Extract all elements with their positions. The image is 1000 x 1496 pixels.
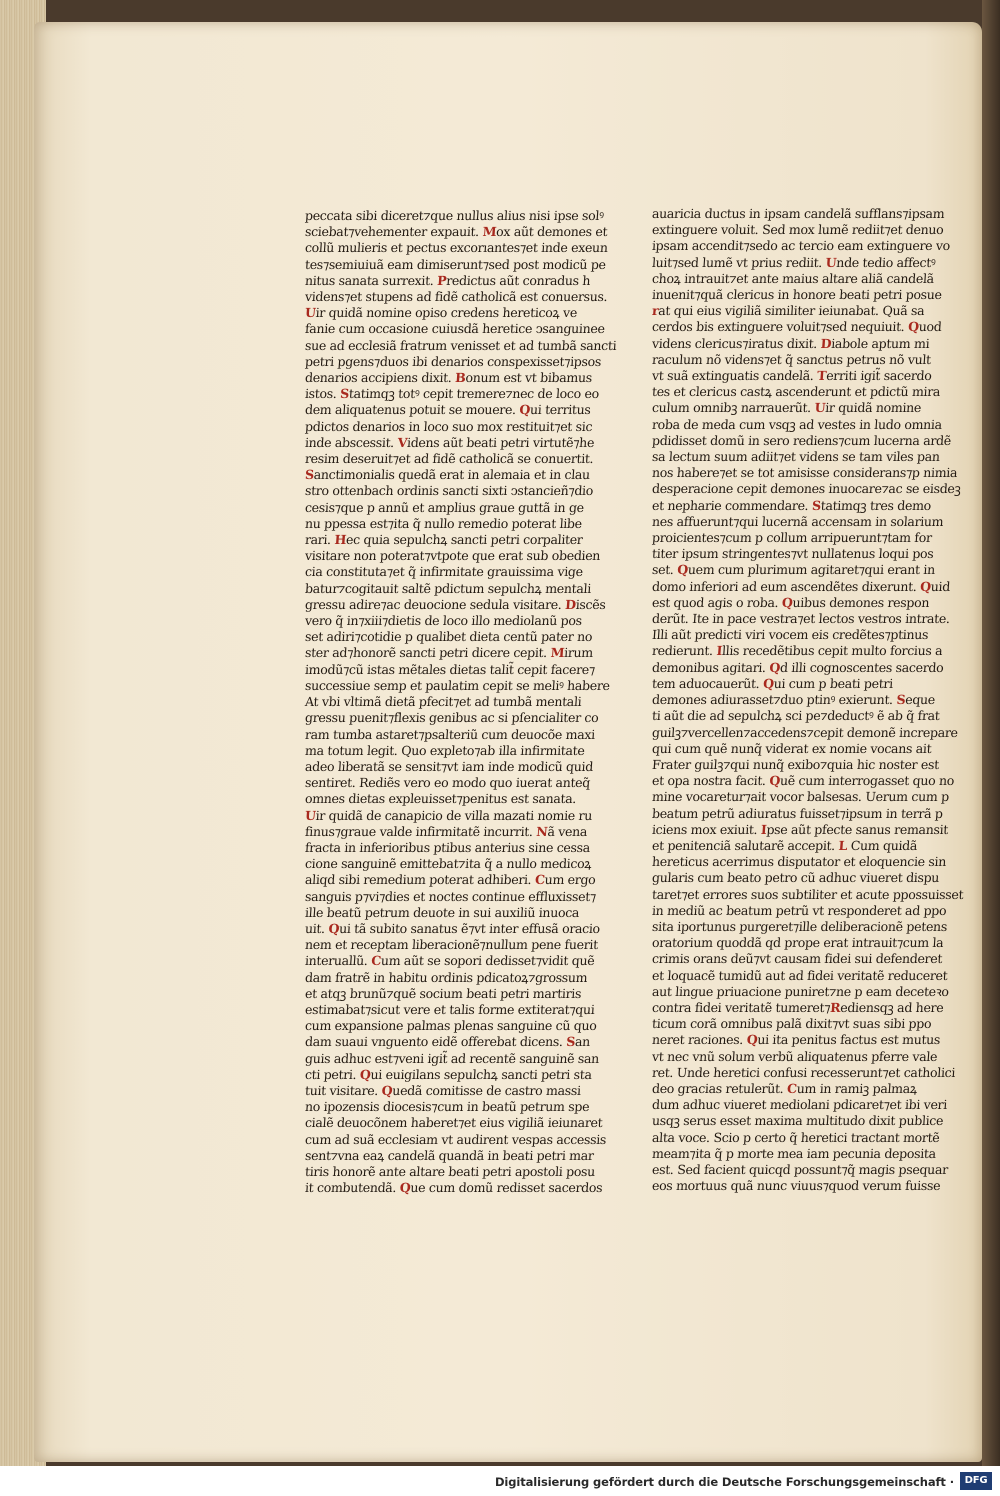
text-line [304,273,601,289]
text-segment: demonibus agitari. [651,659,770,675]
rubric-initial: C [786,1080,798,1096]
rubric-initial: Q [768,659,781,675]
text-segment: dem aliquatenus potuit se mouere. [304,402,520,418]
text-line: Illi aũt predicti viri vocem eis credẽtes⁊ptinus [651,627,929,643]
text-segment: ui ita penitus factus est mutus [756,1032,941,1048]
text-segment: Cum quidã [846,837,918,853]
text-column-right [651,206,964,1194]
text-segment: ui euigilans sepulchꝝ sancti petri sta [370,1066,593,1082]
text-segment: redictus aũt conradus h [445,272,591,288]
rubric-initial: U [304,807,317,823]
text-line: ille beatũ petrum deuote in sui auxiliũ inuoca [304,904,580,920]
text-segment: redierunt. [651,643,718,659]
rubric-initial: Q [359,1066,372,1082]
text-line [304,224,608,240]
text-line: extinguere voluit. Sed mox lumẽ rediit⁊et denuo [651,222,944,238]
text-line: alta voce. Scio p certo q̃ heretici tractant mortẽ [651,1129,940,1145]
text-line [304,808,601,824]
text-line [304,532,601,548]
text-line: estimabat⁊sicut vere et talis forme extiterat⁊qui [304,1001,596,1017]
text-line [651,578,951,595]
text-line: pdidisset domũ in sero rediens⁊cum lucerna ardẽ [651,432,952,448]
text-line [651,643,942,659]
text-line: tes et clericus castꝝ ascenderunt et pdictũ mira [651,384,941,400]
text-line: fracta in inferioribus ptibus anterius sine cessa [304,839,591,855]
text-segment: tem aduocauerũt. [651,675,764,691]
text-segment: set. [651,562,678,578]
text-line: cia constituta⁊et q̃ infirmitate grauissima vige [304,564,584,580]
text-segment: an [574,1034,591,1050]
binding-shadow [982,0,1000,1466]
text-segment: sciebat⁊vehementer expauit. [304,224,484,240]
text-line: eos mortuus quã nunc viuus⁊quod verum fuisse [651,1178,941,1194]
text-line: petri pgens⁊duos ibi denarios conspexisset⁊ipsos [304,353,602,369]
text-segment: it combutendã. [304,1180,401,1196]
text-line: guis adhuc est⁊veni igit̃ ad recentẽ sanguinẽ san [304,1050,600,1066]
text-line: no ipozensis diocesis⁊cum in beatũ petrum spe [304,1099,590,1115]
dfg-logo-icon: DFG [960,1472,992,1490]
text-segment: demones adiurasset⁊duo ptinꝰ exierunt. [651,692,898,708]
text-line: imodũ⁊cũ istas mẽtales dietas talit̃ cepit facere⁊ [304,661,596,677]
text-line [304,386,601,402]
text-segment: uod [918,319,943,335]
rubric-initial: H [334,532,347,548]
text-line [304,467,601,483]
text-segment: um in ramiꝫ palmaꝝ [796,1080,918,1096]
text-segment: pse aũt pfecte sanus remansit [765,821,949,837]
rubric-initial: V [397,434,408,450]
text-segment: cerdos bis extinguere voluit⁊sed nequiuit. [651,319,909,335]
text-segment: ir quidã nomine [824,400,922,416]
text-line: nes affuerunt⁊qui lucernã accensam in solarium [651,513,944,529]
rubric-initial: C [534,872,546,888]
text-line [304,953,601,969]
text-line: resim deseruit⁊et ad fidẽ catholicã se conuertit. [304,451,594,467]
rubric-initial: r [651,303,659,319]
text-line: fanie cum occasione cuiusdã heretice ↄsanguinee [304,321,606,337]
text-segment: ui tã subito sanatus ẽ⁊vt inter effusã oracio [338,920,601,936]
text-line: aut lingue priuacione puniret⁊ne p eam deceteꝛo [651,983,950,999]
text-line: collũ mulieris et pectus excorıantes⁊et inde exeun [304,240,609,256]
text-line [304,435,601,451]
text-line: sue ad ecclesiã fratrum venisset et ad tumbã sancti [304,337,617,353]
text-line: dum adhuc viueret mediolani pdicaret⁊et ibi veri [651,1097,948,1113]
text-line [304,305,601,321]
text-segment: ir quidã nomine opiso credens hereticoꝝ ve [315,305,578,321]
text-line: dam fratrẽ in habitu ordinis pdicatoꝝ⁊grossum [304,969,588,985]
text-line [304,1067,601,1083]
text-segment: ã vena [547,823,588,839]
rubric-initial: R [829,999,841,1015]
footer-bar [0,1466,1000,1496]
text-line: gressu puenit⁊flexis genibus ac si pſencialiter co [304,710,599,726]
rubric-initial: Q [327,920,340,936]
text-segment: rari. [304,532,336,548]
text-segment: et nepharie commendare. [651,497,813,513]
rubric-initial: M [482,224,497,240]
text-line: tiris honorẽ ante altare beati petri apostoli posu [304,1163,596,1179]
text-line: successiue semp et paulatim cepit se meliꝰ habere [304,677,611,693]
text-line: mine vocaretur⁊ait vocor balsesas. Uerum cum p [651,789,950,805]
text-segment: domo inferiori ad eum ascendẽtes dixerunt. [651,578,921,594]
text-line: Frater guilꝫ⁊qui nunq̃ exibo⁊quia hic noster est [651,756,940,772]
text-line: auaricia ductus in ipsam candelã sufflans⁊ipsam [651,206,945,221]
text-line [651,676,942,692]
text-line: set adiri⁊cotidie p qualibet dieta centũ pater no [304,629,593,645]
text-line: derũt. Ite in pace vestra⁊et lectos vestros intrate. [651,611,951,627]
text-segment: nde tedio affectꝰ [835,254,936,270]
text-segment: uibus demones respon [792,594,930,610]
rubric-initial: I [760,821,768,837]
text-segment: interuallũ. [304,953,372,969]
rubric-initial: N [535,823,549,839]
text-line [651,1032,942,1048]
rubric-initial: U [304,305,317,321]
text-line [304,824,601,840]
text-line: proicientes⁊cum p collum arripuerunt⁊tam for [651,530,933,546]
text-segment: denarios accipiens dixit. [304,370,456,386]
text-segment: uẽ cum interrogasset quo no [779,773,955,789]
text-line: meam⁊ita q̃ p morte mea iam pecunia deposita [651,1145,937,1161]
text-segment: deo gracias retulerũt. [651,1080,788,1096]
text-segment: cti petri. [304,1066,361,1082]
rubric-initial: S [304,467,315,483]
text-segment: anctimonialis quedã erat in alemaia et in clau [313,467,591,483]
text-line [304,1034,601,1050]
text-line: sa lectum suum adiit⁊et videns se tam viles pan [651,449,941,465]
text-segment: uedã comitisse de castro massi [391,1082,582,1098]
text-segment: ir quidã de canapicio de villa mazati nomie ru [315,807,593,823]
text-segment: videns clericus⁊iratus dixit. [651,335,822,351]
funding-credit: Digitalisierung gefördert durch die Deutsche Forschungsgemeinschaft · [494,1475,954,1489]
text-segment: et opa nostra facit. [651,773,770,789]
text-line: sent⁊vna eaꝝ candelã quandã in beati petri mar [304,1147,595,1163]
rubric-initial: Q [781,594,794,610]
text-segment: eque [904,692,936,708]
text-segment: ui territus [529,402,592,418]
text-line: cialẽ deuocõnem haberet⁊et eius vigiliã ieiunaret [304,1115,603,1131]
text-line [651,692,942,708]
text-segment: llis recedẽtibus cepit multo forcius a [721,643,943,659]
text-segment: uit. [304,920,330,936]
text-segment: vt suã extinguatis candelã. [651,368,818,384]
text-line [651,821,949,838]
text-line [651,255,942,271]
rubric-initial: Q [919,578,932,594]
text-line: cum ad suã ecclesiam vt audirent vespas accessis [304,1131,607,1147]
text-line [651,336,942,352]
text-segment: culum omnibꝫ narrauerũt. [651,400,816,416]
text-segment: d illi cognoscentes sacerdo [779,659,944,675]
text-segment: onum est vt bibamus [465,370,593,386]
text-segment: luit⁊sed lumẽ vt prius rediit. [651,254,827,270]
text-segment: erriti igit̃ sacerdo [825,368,933,384]
text-column-left [304,208,617,1196]
text-line: vero q̃ in⁊xiii⁊dietis de loco illo mediolanũ pos [304,613,583,629]
text-segment: gressu adire⁊ac deuocione sedula visitare. [304,596,566,612]
text-line [651,303,942,319]
text-line: adeo liberatã se sensit⁊vt iam inde modicũ quid [304,758,594,774]
text-line [651,660,942,676]
text-segment: contra fidei veritatẽ tumeret⁊ [651,999,831,1015]
rubric-initial: C [370,953,382,969]
text-segment: iscẽs [575,596,607,612]
text-line: crimis orans deũ⁊vt causam fidei sui defenderet [651,951,943,967]
rubric-initial: Q [518,402,531,418]
text-segment: iabole aptum mi [830,335,930,351]
text-segment: um aũt se sopori dedisset⁊vidit quẽ [380,953,595,969]
text-segment: ster ad⁊honorẽ sancti petri dicere cepit. [304,645,552,661]
text-segment: uid [930,578,951,594]
text-line [304,921,601,937]
text-line [304,1180,601,1196]
text-line [651,773,955,789]
text-segment: ec quia sepulchꝝ sancti petri corpaliter [345,532,584,548]
text-line [304,1083,601,1099]
text-line: nu ppessa est⁊ita q̃ nullo remedio poterat libe [304,515,583,531]
rubric-initial: Q [768,773,781,789]
text-line: stro ottenbach ordinis sancti sixti ↄstancieñ⁊dio [304,483,594,499]
text-line: batur⁊cogitauit saltẽ pdictum sepulchꝝ mentali [304,580,592,596]
rubric-initial: U [814,400,826,416]
text-segment: at qui eius vigiliã similiter ieiunabat. Quã sa [657,303,925,319]
text-line [304,370,601,386]
text-segment: um ergo [544,872,597,888]
text-segment: nitus sanata surrexit. [304,272,438,288]
text-line: nos habere⁊et se tot amisisse considerans⁊p nimia [651,465,958,481]
text-line [651,1081,942,1097]
text-segment: est quod agis o roba. [651,594,783,610]
text-line: ma totum legit. Quo expleto⁊ab illa infirmitate [304,742,586,758]
text-line: choꝝ intrauit⁊et ante maius altare aliã candelã [651,270,935,286]
text-segment: ue cum domũ redisset sacerdos [409,1180,603,1196]
text-segment: idens aũt beati petri virtutẽ⁊he [406,434,595,450]
text-line: titer ipsum stringentes⁊vt nullatenus loqui pos [651,546,934,562]
text-line: vt nec vnũ solum verbũ aliquatenus pferre vale [651,1048,938,1064]
text-line: peccata sibi diceret⁊que nullus alius nisi ipse solꝰ [304,208,605,223]
rubric-initial: U [825,254,837,270]
text-segment: et penitenciã salutarẽ accepit. [651,837,840,853]
text-line [304,872,601,888]
text-segment: tatimqꝫ totꝰ cepit tremere⁊nec de loco eo [348,386,600,402]
text-segment: finus⁊graue valde infirmitatẽ incurrit. [304,823,537,839]
text-line: gularis cum beato petro cũ adhuc viueret dispu [651,870,940,886]
text-segment: tuit visitare. [304,1082,383,1098]
rubric-initial: S [565,1034,576,1050]
text-segment: inde abscessit. [304,434,399,450]
text-line [651,1000,942,1016]
text-line: sanguis p⁊vi⁊dies et noctes continue effluxisset⁊ [304,888,597,904]
rubric-initial: I [716,643,723,659]
text-line: ticum corã omnibus palã dixit⁊vt suas sibi ppo [651,1016,932,1032]
text-segment: irum [563,645,594,661]
text-line: pdictos denarios in loco suo mox restituit⁊et sic [304,418,593,434]
text-segment: neret raciones. [651,1032,748,1048]
text-line: ram tumba astaret⁊psalteriũ cum deuocõe maxi [304,726,596,742]
text-line [304,645,601,661]
text-line: et loquacẽ tumidũ aut ad fidei veritatẽ reduceret [651,967,948,983]
rubric-initial: Q [676,562,689,578]
text-line [651,319,942,335]
text-segment: ediensqꝫ ad here [839,999,944,1015]
text-segment: uem cum plurimum agitaret⁊qui erant in [687,562,936,578]
text-line: roba de meda cum vsqꝫ ad vestes in ludo omnia [651,416,943,432]
rubric-initial: Q [399,1180,411,1196]
rubric-initial: Q [381,1082,393,1098]
text-line: oratorium quoddã qd prope erat intrauit⁊cum la [651,935,944,951]
text-line [651,498,942,514]
text-line: cum expansione palmas plenas sanguine cũ quo [304,1018,598,1034]
text-line: visitare non poterat⁊vtpote que erat sub obedien [304,548,601,564]
rubric-initial: P [436,272,447,288]
text-line: omnes dietas expleuisset⁊penitus est sanata. [304,791,577,807]
rubric-initial: Q [746,1032,758,1048]
text-line: ti aũt die ad sepulchꝝ sci pe⁊deductꝰ ẽ ab q̃ frat [651,708,941,724]
text-segment: dam suaui vnguento eidẽ offerebat dicens. [304,1034,567,1050]
rubric-initial: Q [907,319,920,335]
text-line: tes⁊semiuiuã eam dimiserunt⁊sed post modicũ pe [304,256,607,272]
text-line [651,368,942,384]
rubric-initial: L [838,837,848,853]
text-segment: ui cum p beati petri [773,675,894,691]
text-segment: istos. [304,386,341,402]
rubric-initial: S [896,692,906,708]
text-line: taret⁊et errores suos subtiliter et acute ppossuisset [651,886,964,902]
text-line: desperacione cepit demones inuocare⁊ac se eisdeꝫ [651,481,962,497]
text-line: qui cum quẽ nunq̃ viderat ex nomie vocans ait [651,740,932,756]
rubric-initial: D [820,335,832,351]
text-line [651,562,942,578]
text-line: videns⁊et stupens ad fidẽ catholicã est conuersus. [304,289,608,305]
text-segment: aliqd sibi remedium poterat adhiberi. [304,872,536,888]
text-line: sita iportunus purgeret⁊ille deliberacionẽ petens [651,918,948,934]
rubric-initial: T [816,368,827,384]
rubric-initial: D [564,596,577,612]
text-segment: iciens mox exiuit. [651,821,762,837]
text-line: cione sanguinẽ emittebat⁊ita q̃ a nullo medicoꝝ [304,856,592,872]
text-line: At vbi vltimã dietã pfecit⁊et ad tumbã mentali [304,694,582,710]
text-line: sentiret. Rediẽs vero eo modo quo iuerat anteq̃ [304,775,591,791]
text-line [651,400,942,416]
rubric-initial: S [811,497,822,513]
rubric-initial: M [550,645,565,661]
text-line: ret. Unde heretici confusi recesserunt⁊et catholici [651,1064,956,1080]
text-line: nem et receptam liberacionẽ⁊nullum pene fuerit [304,937,599,953]
text-line [651,838,942,854]
text-line: inuenit⁊quã clericus in honore beati petri posue [651,287,943,303]
text-line: hereticus acerrimus disputator et eloquencie sin [651,854,947,870]
text-line: raculum nõ videns⁊et q̃ sanctus petrus nõ vult [651,351,932,367]
text-line [304,402,601,418]
text-line: usqꝫ serus esset maxima multitudo dixit publice [651,1113,944,1129]
text-segment: ox aũt demones et [495,224,608,240]
text-line: et atqꝫ brunũ⁊quẽ socium beati petri martiris [304,985,582,1001]
text-line: in mediũ ac beatum petrũ vt responderet ad ppo [651,902,947,918]
text-line [304,596,607,613]
text-line: guilꝫ⁊vercellen⁊accedens⁊cepit demonẽ increpare [651,724,959,740]
rubric-initial: S [339,386,350,402]
text-line [651,595,942,611]
rubric-initial: Q [762,675,775,691]
rubric-initial: B [454,370,467,386]
text-line: est. Sed facient quicqd possunt⁊q̃ magis psequar [651,1161,949,1177]
text-line: cesis⁊que p annũ et amplius graue guttã in ge [304,499,585,515]
text-line: ipsam accendit⁊sedo ac tercio eam extinguere vo [651,238,951,254]
text-segment: tatimqꝫ tres demo [820,497,932,513]
text-line: beatum petrũ adiuratus fuisset⁊ipsum in terrã p [651,805,944,821]
